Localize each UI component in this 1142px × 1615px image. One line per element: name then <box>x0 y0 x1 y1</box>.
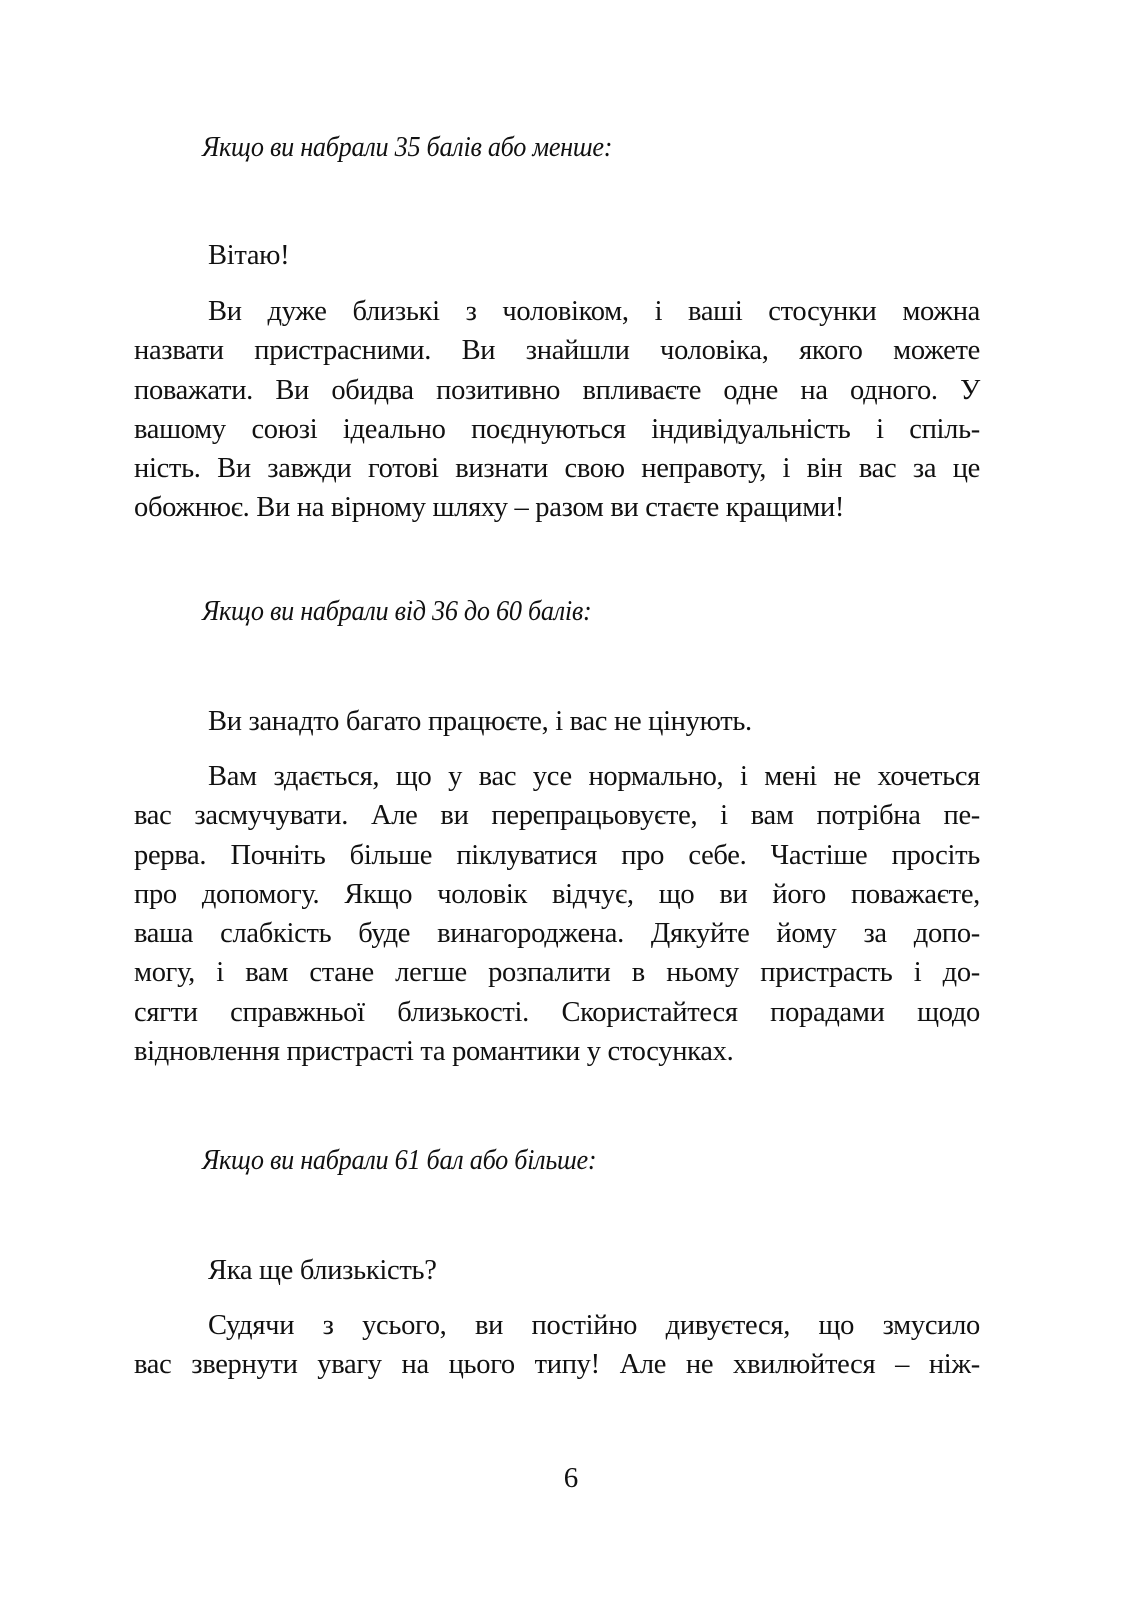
paragraph-line: ваша слабкість буде винагороджена. Дякуйте йому за допо- <box>134 918 980 950</box>
paragraph-line: рерва. Почніть більше піклуватися про себе. Частіше просіть <box>134 839 980 871</box>
paragraph-line: обожнює. Ви на вірному шляху – разом ви стаєте кращими! <box>134 492 845 524</box>
paragraph-line: відновлення пристрасті та романтики у стосунках. <box>134 1036 734 1068</box>
paragraph-line: назвати пристрасними. Ви знайшли чоловіка, якого можете <box>134 335 980 367</box>
paragraph-line: Судячи з усього, ви постійно дивуєтеся, що змусило <box>208 1310 980 1341</box>
paragraph-line: ність. Ви завжди готові визнати свою неправоту, і він вас за це <box>134 453 980 485</box>
section-heading-mid-score: Якщо ви набрали від 36 до 60 балів: <box>202 596 592 627</box>
paragraph-line: Ви дуже близькі з чоловіком, і ваші стосунки можна <box>208 296 980 327</box>
section-title-what-intimacy: Яка ще близькість? <box>208 1255 437 1286</box>
paragraph-line: вас звернути увагу на цього типу! Але не хвилюйтеся – ніж- <box>134 1349 980 1381</box>
section-paragraph-mid-score <box>134 757 980 1071</box>
section-title-greeting: Вітаю! <box>208 240 290 271</box>
section-paragraph-low-score <box>134 292 980 528</box>
paragraph-line: поважати. Ви обидва позитивно впливаєте одне на одного. У <box>134 374 980 406</box>
paragraph-line: сягти справжньої близькості. Скористайтеся порадами щодо <box>134 996 980 1028</box>
section-heading-low-score: Якщо ви набрали 35 балів або менше: <box>202 132 613 163</box>
section-title-overworked: Ви занадто багато працюєте, і вас не цінують. <box>208 706 752 737</box>
section-heading-high-score: Якщо ви набрали 61 бал або більше: <box>202 1145 597 1176</box>
paragraph-line: могу, і вам стане легше розпалити в ньому пристрасть і до- <box>134 957 980 989</box>
paragraph-line: про допомогу. Якщо чоловік відчує, що ви його поважаєте, <box>134 878 980 910</box>
paragraph-line: вас засмучувати. Але ви перепрацьовуєте, і вам потрібна пе- <box>134 800 980 832</box>
paragraph-line: вашому союзі ідеально поєднуються індивідуальність і спіль- <box>134 413 980 445</box>
page-number: 6 <box>563 1462 579 1494</box>
section-paragraph-high-score <box>134 1306 980 1385</box>
paragraph-line: Вам здається, що у вас усе нормально, і мені не хочеться <box>208 761 980 792</box>
